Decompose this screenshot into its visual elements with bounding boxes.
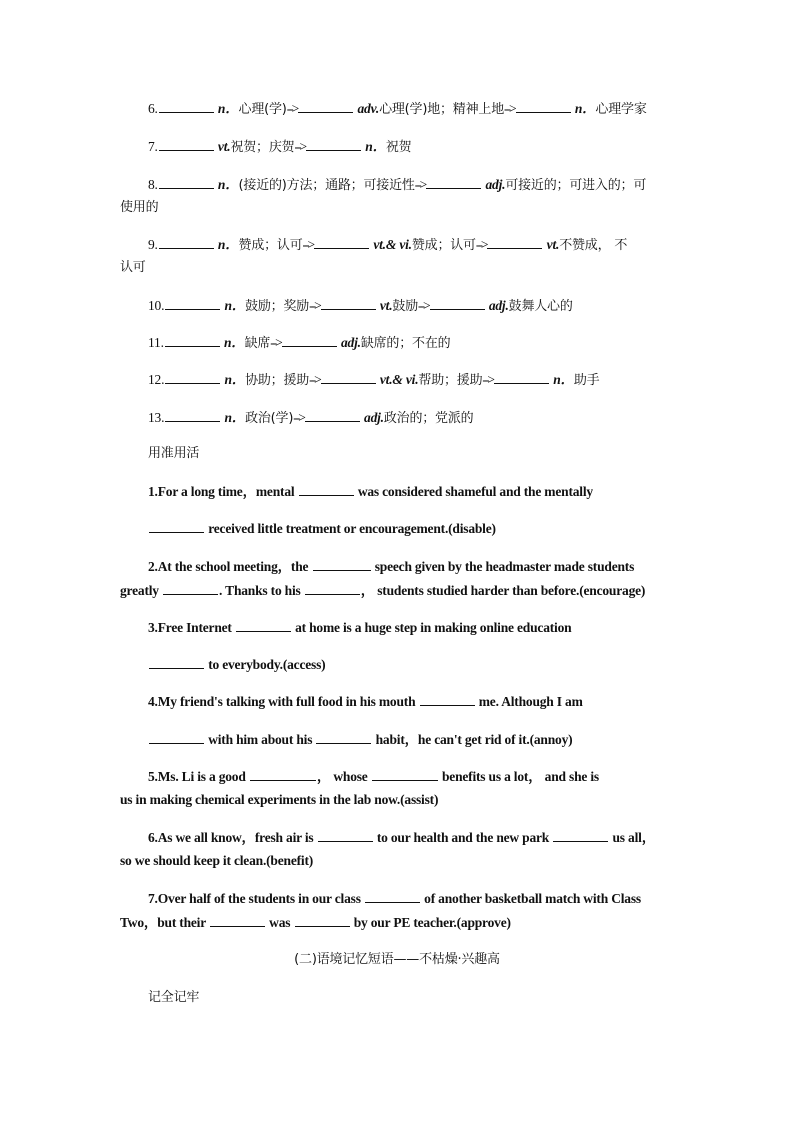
section-heading-phrases: (二)语境记忆短语——不枯燥·兴趣高 <box>294 952 500 967</box>
answer-blank[interactable] <box>426 175 481 189</box>
answer-blank[interactable] <box>553 828 608 842</box>
exercise-7-line-1: 7.Over half of the students in our class of another basketball match with Class <box>148 891 641 906</box>
answer-blank[interactable] <box>306 137 361 151</box>
answer-blank[interactable] <box>159 175 214 189</box>
vocab-item-13: 13. n．政治(学)--> adj.政治的；党派的 <box>148 410 474 426</box>
exercise-1-line-2: received little treatment or encouragement.(disable) <box>148 519 496 538</box>
vocab-item-6: 6. n．心理(学)--> adv.心理(学)地；精神上地--> n．心理学家 <box>148 101 647 117</box>
answer-blank[interactable] <box>321 370 376 384</box>
answer-blank[interactable] <box>165 296 220 310</box>
vocab-item-12: 12. n．协助；援助--> vt.& vi.帮助；援助--> n．助手 <box>148 372 600 388</box>
vocab-item-10: 10. n．鼓励；奖励--> vt.鼓励--> adj.鼓舞人心的 <box>148 298 573 314</box>
answer-blank[interactable] <box>250 767 316 781</box>
answer-blank[interactable] <box>236 618 291 632</box>
exercise-1-line-1: 1.For a long time，mental was considered shameful and the mentally <box>148 484 593 499</box>
answer-blank[interactable] <box>314 235 369 249</box>
section-heading-memorize: 记全记牢 <box>148 990 200 1005</box>
vocab-item-7: 7. vt.祝贺；庆贺--> n．祝贺 <box>148 139 412 155</box>
answer-blank[interactable] <box>318 828 373 842</box>
answer-blank[interactable] <box>165 370 220 384</box>
exercise-3-line-1: 3.Free Internet at home is a huge step in making online education <box>148 620 572 635</box>
answer-blank[interactable] <box>165 408 220 422</box>
answer-blank[interactable] <box>305 408 360 422</box>
exercise-4-line-1: 4.My friend's talking with full food in his mouth me. Although I am <box>148 694 583 709</box>
vocab-item-8-continued: 使用的 <box>120 200 159 215</box>
answer-blank[interactable] <box>210 913 265 927</box>
answer-blank[interactable] <box>298 99 353 113</box>
exercise-3-line-2: to everybody.(access) <box>148 655 325 674</box>
answer-blank[interactable] <box>163 581 218 595</box>
answer-blank[interactable] <box>295 913 350 927</box>
answer-blank[interactable] <box>487 235 542 249</box>
vocab-item-9-continued: 认可 <box>120 260 146 275</box>
exercise-6-line-1: 6.As we all know，fresh air is to our health and the new park us all， <box>148 830 655 845</box>
vocab-item-9: 9. n．赞成；认可--> vt.& vi.赞成；认可--> vt.不赞成， 不 <box>148 237 628 253</box>
answer-blank[interactable] <box>149 655 204 669</box>
answer-blank[interactable] <box>282 333 337 347</box>
exercise-5-line-1: 5.Ms. Li is a good ， whose benefits us a lot， and she is <box>148 769 599 784</box>
answer-blank[interactable] <box>365 889 420 903</box>
exercise-2-line-1: 2.At the school meeting，the speech given by the headmaster made students <box>148 559 635 574</box>
answer-blank[interactable] <box>420 692 475 706</box>
answer-blank[interactable] <box>316 730 371 744</box>
answer-blank[interactable] <box>305 581 360 595</box>
answer-blank[interactable] <box>149 730 204 744</box>
exercise-4-line-2: with him about his habit，he can't get rid of it.(annoy) <box>148 730 572 749</box>
answer-blank[interactable] <box>494 370 549 384</box>
exercise-2-line-2: greatly . Thanks to his ， students studied harder than before.(encourage) <box>120 583 646 598</box>
answer-blank[interactable] <box>159 235 214 249</box>
exercise-7-line-2: Two，but their was by our PE teacher.(approve) <box>120 915 511 930</box>
answer-blank[interactable] <box>159 99 214 113</box>
answer-blank[interactable] <box>165 333 220 347</box>
answer-blank[interactable] <box>321 296 376 310</box>
exercise-5-line-2: us in making chemical experiments in the lab now.(assist) <box>120 792 439 807</box>
exercise-6-line-2: so we should keep it clean.(benefit) <box>120 853 314 868</box>
answer-blank[interactable] <box>299 482 354 496</box>
answer-blank[interactable] <box>313 557 371 571</box>
answer-blank[interactable] <box>159 137 214 151</box>
answer-blank[interactable] <box>516 99 571 113</box>
answer-blank[interactable] <box>372 767 438 781</box>
vocab-item-11: 11. n．缺席--> adj.缺席的；不在的 <box>148 335 451 351</box>
section-heading-use: 用准用活 <box>148 446 200 461</box>
vocab-item-8: 8. n．(接近的)方法；通路；可接近性--> adj.可接近的；可进入的；可 <box>148 177 647 193</box>
answer-blank[interactable] <box>430 296 485 310</box>
answer-blank[interactable] <box>149 519 204 533</box>
